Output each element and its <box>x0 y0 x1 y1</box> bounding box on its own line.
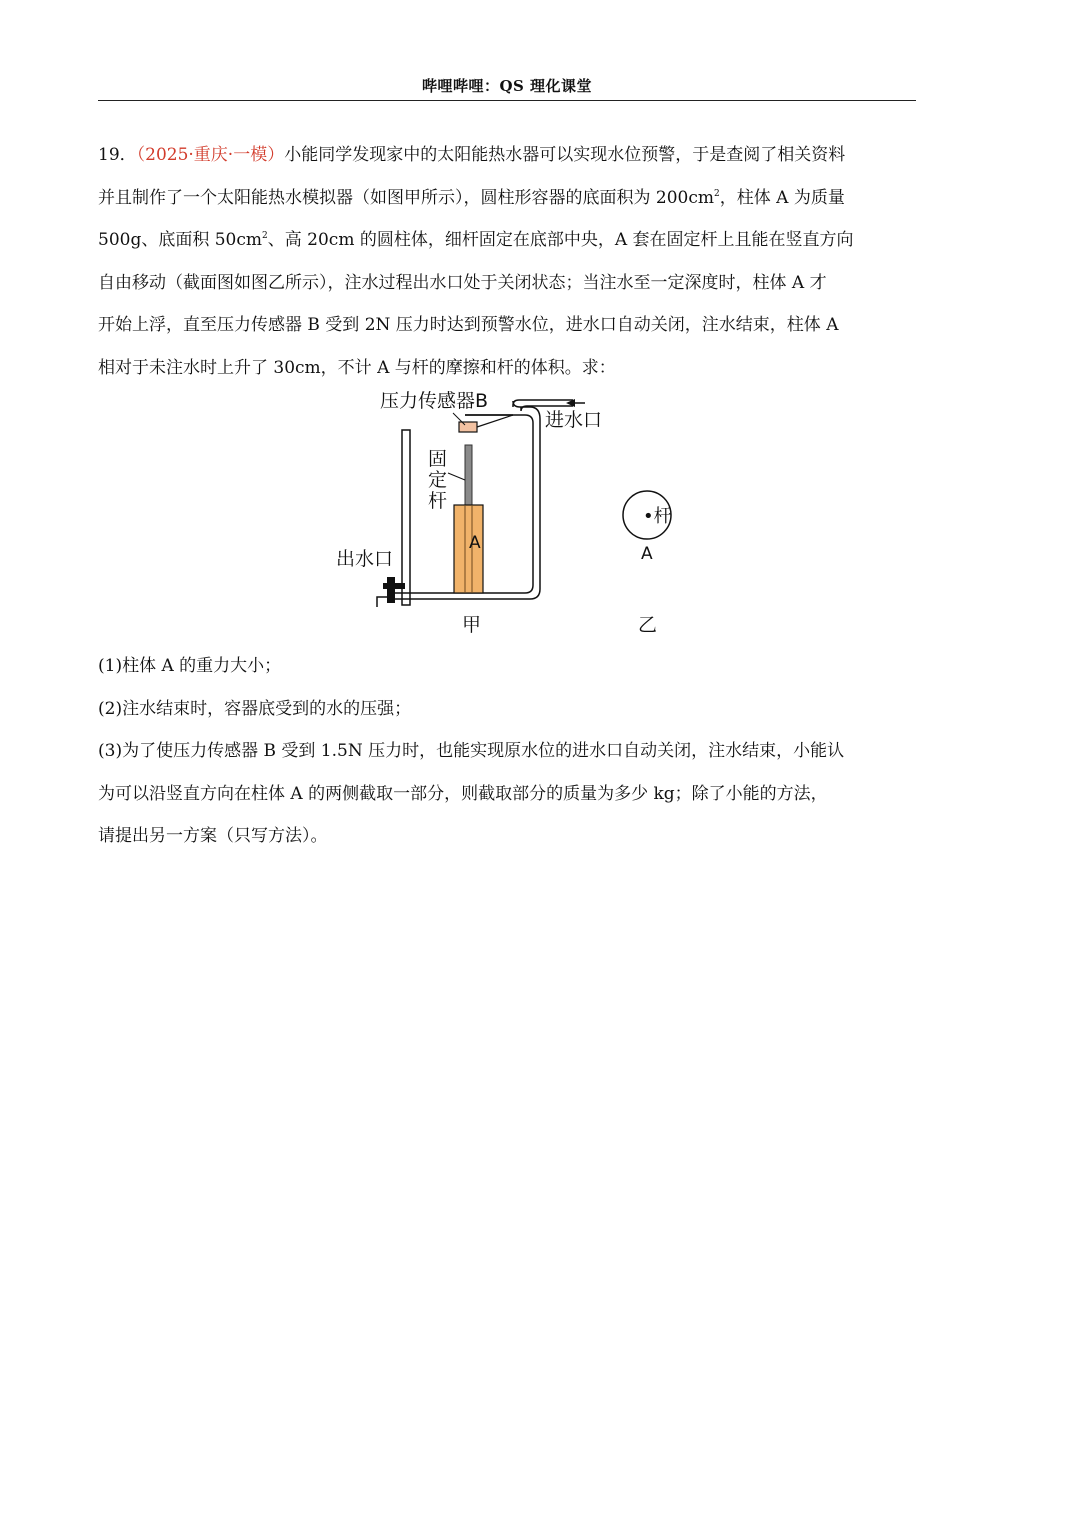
unit-cm-1: cm <box>688 187 715 208</box>
label-a-section: A <box>641 544 653 564</box>
question-number: 19． <box>98 145 137 165</box>
label-inlet: 进水口 <box>545 409 603 431</box>
subquestion-2: (2)注水结束时，容器底受到的水的压强； <box>98 698 412 719</box>
label-outlet: 出水口 <box>336 548 394 570</box>
label-rod-3: 杆 <box>428 490 448 512</box>
subquestion-3-line-3: 请提出另一方案（只写方法）。 <box>98 826 328 846</box>
subquestion-3-line-1: (3)为了使压力传感器 B 受到 1.5N 压力时，也能实现原水位的进水口自动关闭，注水结束，小能认 <box>98 741 845 761</box>
rod-leader-line <box>448 473 465 480</box>
subquestion-1: (1)柱体 A 的重力大小； <box>98 656 282 676</box>
question-text-2a: 并且制作了一个太阳能热水模拟器（如图甲所示），圆柱形容器的底面积为 200 <box>98 187 689 208</box>
sensor-bracket <box>477 415 513 427</box>
question-text-3a: 500g、底面积 50 <box>98 230 237 250</box>
question-text-3b: 、高 20cm 的圆柱体，细杆固定在底部中央，A 套在固定杆上且能在竖直方向 <box>267 230 854 250</box>
question-line-1 <box>98 134 916 177</box>
outlet-spout <box>377 597 387 607</box>
label-jia: 甲 <box>462 614 482 636</box>
unit-cm-2: cm <box>236 230 263 250</box>
label-a: A <box>469 533 481 553</box>
question-body <box>98 134 916 389</box>
subquestion-3-line-2: 为可以沿竖直方向在柱体 A 的两侧截取一部分，则截取部分的质量为多少 kg；除了小能的方法， <box>98 783 828 804</box>
figure <box>325 385 695 647</box>
label-rod-1: 固 <box>428 448 448 470</box>
question-line-3 <box>98 219 916 262</box>
outlet-valve-handle <box>383 583 405 589</box>
subquestions <box>98 645 916 858</box>
question-line-2 <box>98 177 916 220</box>
question-text-1: 小能同学发现家中的太阳能热水器可以实现水位预警，于是查阅了相关资料 <box>284 145 846 165</box>
label-yi: 乙 <box>638 614 658 636</box>
question-line-5: 开始上浮，直至压力传感器 B 受到 2N 压力时达到预警水位，进水口自动关闭，注水结束，柱体 A <box>98 315 839 335</box>
pressure-sensor-b <box>459 422 477 432</box>
superscript-2-a: 2 <box>714 188 720 199</box>
label-rod-section: •杆 <box>643 506 672 527</box>
question-line-4: 自由移动（截面图如图乙所示），注水过程出水口处于关闭状态；当注水至一定深度时，柱体 A 才 <box>98 272 827 293</box>
label-sensor: 压力传感器B <box>380 390 489 412</box>
question-source: （2025·重庆·一模） <box>136 145 285 165</box>
left-standpipe <box>402 430 410 605</box>
question-text-2b: ，柱体 A 为质量 <box>719 187 845 208</box>
label-rod-2: 定 <box>428 469 448 491</box>
page-header <box>98 72 916 101</box>
question-line-6: 相对于未注水时上升了 30cm，不计 A 与杆的摩擦和杆的体积。求： <box>98 357 616 378</box>
superscript-2-b: 2 <box>262 231 268 241</box>
header-title: 哔哩哔哩：QS 理化课堂 <box>421 77 593 95</box>
figure-svg <box>325 385 695 647</box>
outlet-valve-body <box>387 577 395 603</box>
